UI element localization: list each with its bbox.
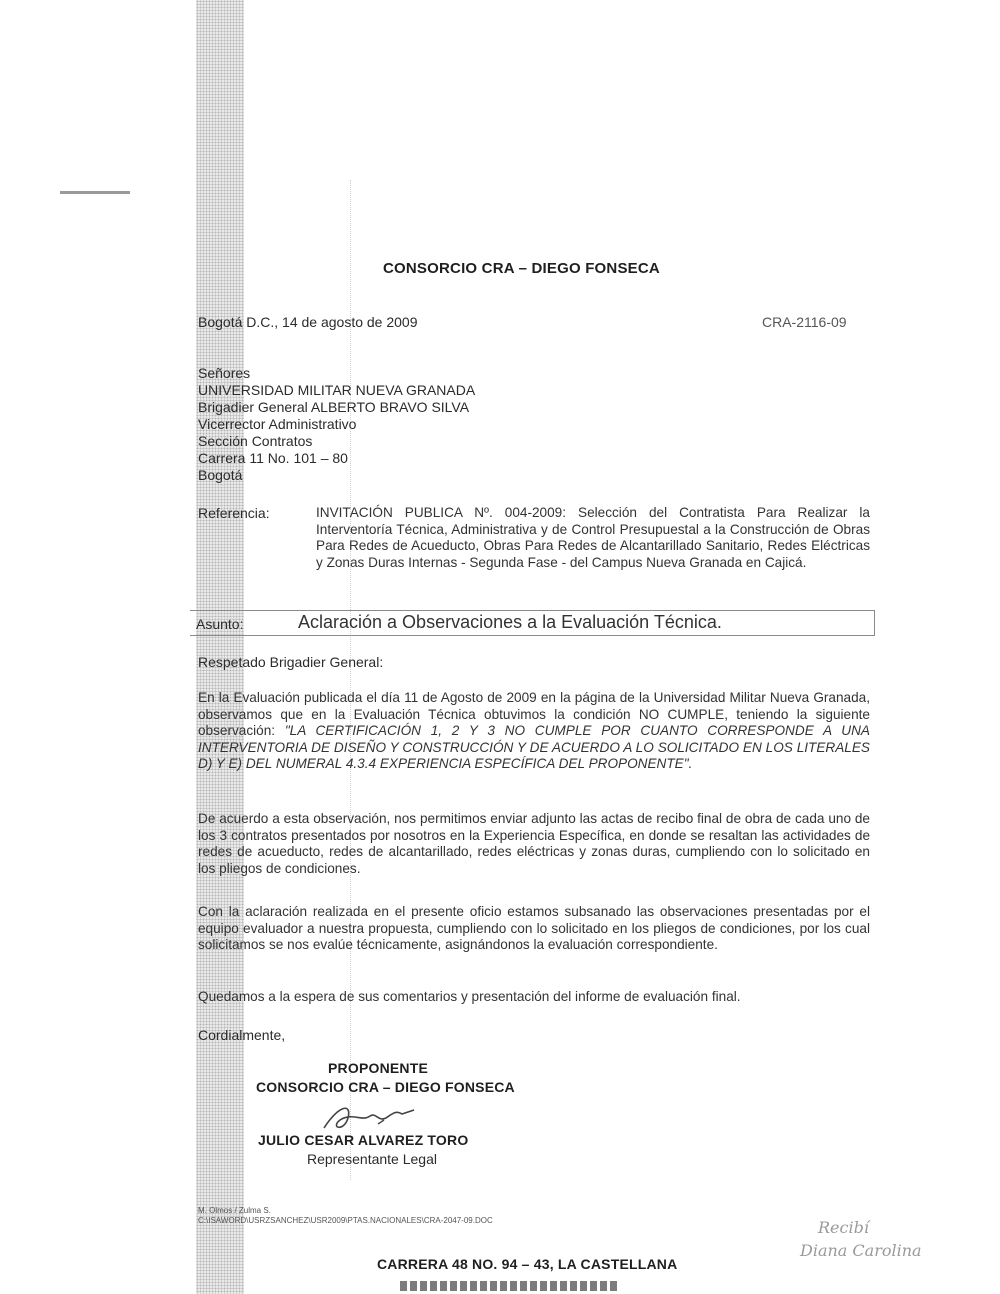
paragraph-1 bbox=[198, 690, 870, 773]
reference-number: CRA-2116-09 bbox=[762, 314, 847, 330]
paragraph-3: Con la aclaración realizada en el presente oficio estamos subsanado las observaciones presentadas por el equipo evaluador a nuestra propuesta, cumpliendo con lo solicitado en los pliegos de condiciones, por los cual solicitamos se nos evalúe técnicamente, asignándonos la evaluación correspondiente. bbox=[198, 904, 870, 952]
recipient-line: Vicerrector Administrativo bbox=[198, 416, 357, 432]
place-date: Bogotá D.C., 14 de agosto de 2009 bbox=[198, 314, 418, 330]
closing: Cordialmente, bbox=[198, 1027, 286, 1043]
recipient-line: UNIVERSIDAD MILITAR NUEVA GRANADA bbox=[198, 382, 476, 398]
recipient-line: Señores bbox=[198, 365, 251, 381]
recipient-line: Bogotá bbox=[198, 467, 243, 483]
paragraph-1-text: En la Evaluación publicada el día 11 de Agosto de 2009 en la página de la Universidad Militar Nueva Granada, observamos que en la Evaluación Técnica obtuvimos la condición NO CUMPLE, teniendo la siguiente observación: bbox=[198, 690, 870, 738]
paragraph-4: Quedamos a la espera de sus comentarios y presentación del informe de evaluación final. bbox=[198, 989, 741, 1004]
signer-name: JULIO CESAR ALVAREZ TORO bbox=[258, 1132, 469, 1148]
recipient-line: Carrera 11 No. 101 – 80 bbox=[198, 450, 348, 466]
signature-role: PROPONENTE bbox=[328, 1060, 429, 1076]
recipient-line: Brigadier General ALBERTO BRAVO SILVA bbox=[198, 399, 470, 415]
reference-label: Referencia: bbox=[198, 505, 270, 521]
footer-cut-line bbox=[400, 1281, 620, 1291]
subject-box bbox=[190, 610, 875, 636]
paragraph-2: De acuerdo a esta observación, nos permitimos enviar adjunto las actas de recibo final de obra de cada uno de los 3 contratos presentados por nosotros en la Experiencia Específica, en donde se resaltan las actividades de redes de acueducto, redes de alcantarillado, redes eléctricas y zonas duras, cumpliendo con lo solicitado en los pliegos de condiciones. bbox=[198, 811, 870, 876]
scan-smudge bbox=[60, 191, 130, 194]
recipient-block bbox=[198, 365, 475, 484]
letterhead-company: CONSORCIO CRA – DIEGO FONSECA bbox=[383, 260, 660, 277]
recipient-line: Sección Contratos bbox=[198, 433, 313, 449]
paragraph-1-quote: "LA CERTIFICACIÓN 1, 2 Y 3 NO CUMPLE POR CUANTO CORRESPONDE A UNA INTERVENTORIA DE DISEÑO Y CONSTRUCCIÓN Y DE ACUERDO A LO SOLICITADO EN LOS LITERALES D) Y E) DEL NUMERAL 4.3.4 EXPERIENCIA ESPECÍFICA DEL PROPONENTE". bbox=[198, 723, 870, 771]
salutation: Respetado Brigadier General: bbox=[198, 654, 384, 670]
subject-label: Asunto: bbox=[196, 616, 244, 632]
footer-initials: M. Olmos / Zulma S. bbox=[198, 1206, 271, 1215]
reference-text: INVITACIÓN PUBLICA Nº. 004-2009: Selección del Contratista Para Realizar la Interventoría Técnica, Administrativa y de Control Presupuestal a la Construcción de Obras Para Redes de Acueducto, Obras Para Redes de Alcantarillado Sanitario, Redes Eléctricas y Zonas Duras Internas - Segunda Fase - del Campus Nueva Granada en Cajicá. bbox=[316, 505, 870, 570]
subject-text: Aclaración a Observaciones a la Evaluación Técnica. bbox=[298, 612, 722, 632]
signature-company: CONSORCIO CRA – DIEGO FONSECA bbox=[256, 1079, 515, 1095]
handwritten-note-line: Diana Carolina bbox=[800, 1241, 922, 1260]
footer-file-path: C:\ISAWORD\USRZSANCHEZ\USR2009\PTAS.NACIONALES\CRA-2047-09.DOC bbox=[198, 1216, 493, 1225]
signer-title: Representante Legal bbox=[307, 1151, 437, 1167]
footer-address: CARRERA 48 NO. 94 – 43, LA CASTELLANA bbox=[377, 1256, 678, 1272]
handwritten-note-line: Recibí bbox=[818, 1218, 869, 1237]
scan-margin-shading bbox=[196, 0, 244, 1294]
